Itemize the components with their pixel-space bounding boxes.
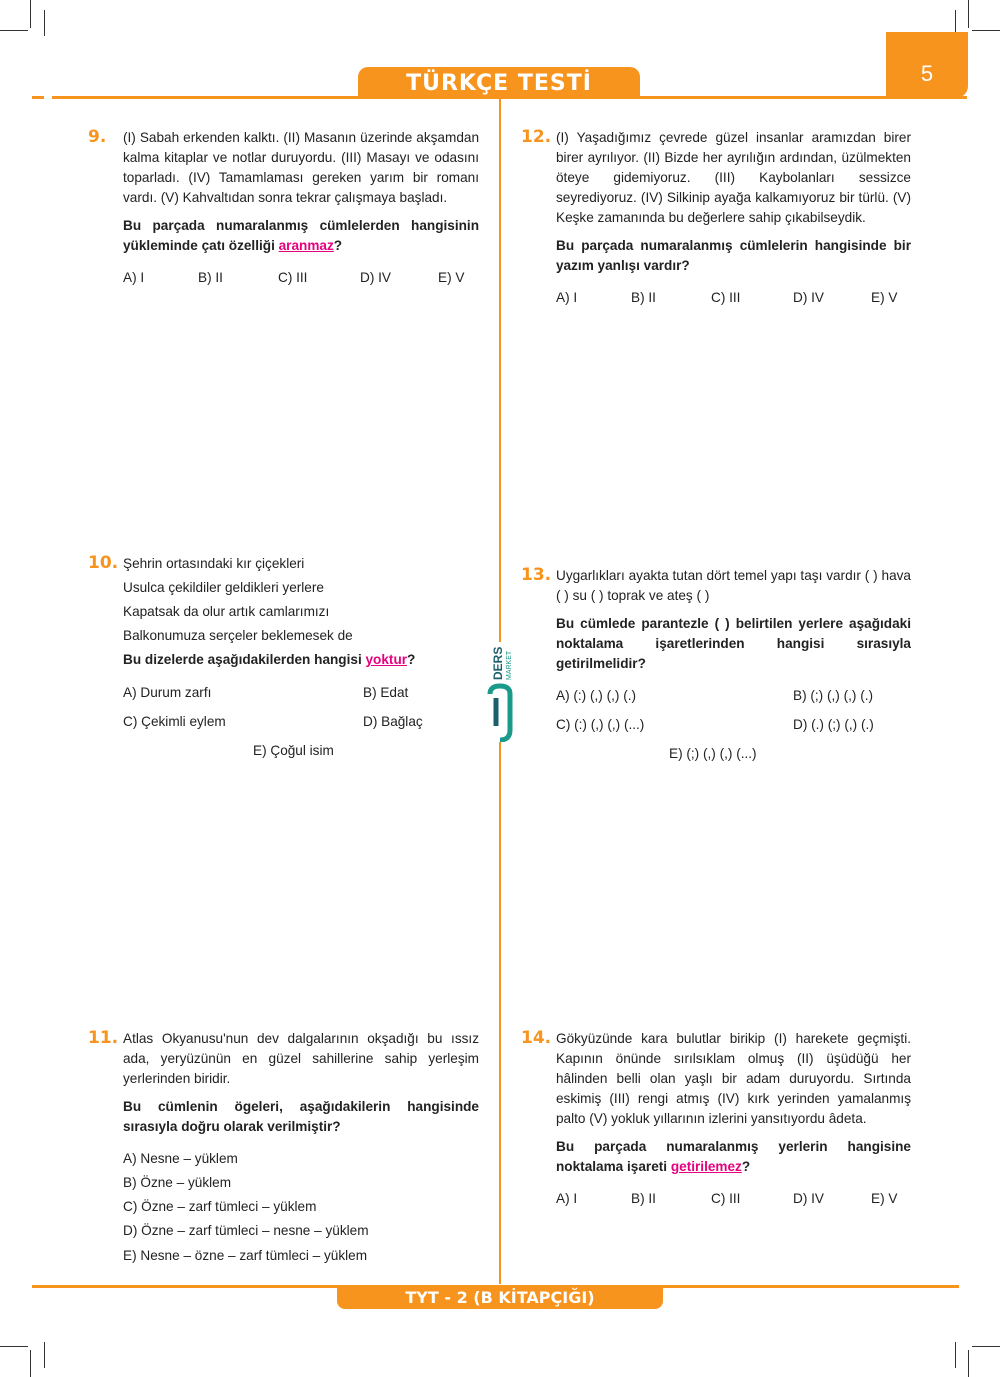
option-b[interactable]: B) II [631,290,656,305]
question-number: 12. [521,127,552,147]
question-14 [556,1029,911,1177]
answer-options [556,1191,916,1211]
question-stem: Bu cümlede parantezle ( ) belirtilen yerlere aşağıdaki noktalama işaretlerinden hangisi sırasıyla getirilmelidir? [556,616,911,671]
option-a[interactable]: A) I [123,270,145,285]
option-b[interactable]: B) II [631,1191,656,1206]
stem-end: ? [333,238,343,253]
option-c[interactable]: C) Çekimli eylem [123,714,226,729]
option-b[interactable]: B) II [198,270,223,285]
option-e[interactable]: E) V [438,270,465,285]
answer-options [556,290,916,310]
stem-end: ? [741,1159,751,1174]
answer-options [123,270,483,290]
poem-line: Kapatsak da olur artık camlarımızı [123,604,330,619]
answer-options [123,685,483,765]
svg-text:MARKET: MARKET [506,650,513,680]
answer-options [123,1151,483,1271]
crop-mark [955,1342,956,1368]
crop-mark [0,1346,28,1347]
option-c[interactable]: C) Özne – zarf tümleci – yüklem [123,1199,317,1214]
option-e[interactable]: E) Çoğul isim [253,743,334,758]
option-c[interactable]: C) III [711,290,741,305]
stem-text: Bu parçada numaralanmış cümlelerden hangisinin yükleminde çatı özelliği [123,218,479,253]
question-text: (I) Yaşadığımız çevrede güzel insanlar aramızdan birer birer ayrılıyor. (II) Bizde her ayrılığın ardından, üzülmekten öteye gidemiyoruz. (III) Kaybolanları sessizce seyrediyoruz. (IV) Silkinip ayağa kalkamıyoruz bir türlü. (V) Keşke zamanında bu değerlere sahip çıkabilseydik. [556,130,911,225]
stem-highlight: aranmaz [278,238,334,253]
option-a[interactable]: A) Nesne – yüklem [123,1151,238,1166]
crop-mark [968,0,969,28]
svg-text:DERS: DERS [491,646,505,680]
stem-highlight: yoktur [365,652,408,667]
booklet-label: TYT - 2 (B KİTAPÇIĞI) [337,1287,663,1309]
question-number: 11. [88,1028,119,1048]
crop-mark [972,30,1000,31]
question-13 [556,566,911,674]
question-10 [123,552,479,672]
question-text: Uygarlıkları ayakta tutan dört temel yapı taşı vardır ( ) hava ( ) su ( ) toprak ve ateş ( ) [556,568,911,603]
option-d[interactable]: D) Bağlaç [363,714,423,729]
option-c[interactable]: C) (:) (,) (,) (...) [556,717,645,732]
ders-market-logo [484,642,516,742]
option-d[interactable]: D) IV [360,270,391,285]
question-number: 9. [88,127,107,147]
question-stem: Bu parçada numaralanmış cümlelerin hangisinde bir yazım yanlışı vardır? [556,238,911,273]
poem-line: Şehrin ortasındaki kır çiçekleri [123,556,305,571]
poem-line: Balkonumuza serçeler beklemesek de [123,628,353,643]
option-a[interactable]: A) I [556,290,578,305]
option-a[interactable]: A) (:) (,) (,) (.) [556,688,637,703]
crop-mark [44,1342,45,1368]
crop-mark [30,1350,31,1377]
option-e[interactable]: E) (;) (,) (,) (...) [669,746,757,761]
question-text: Atlas Okyanusu'nun dev dalgalarının okşadığı bu ıssız ada, yeryüzünün en güzel sahillerine sahip yerleşim yerlerinden biridir. [123,1031,479,1086]
stem-text: Bu parçada numaralanmış yerlerin hangisine noktalama işareti [556,1139,911,1174]
question-12 [556,128,911,276]
stem-highlight: getirilemez [670,1159,742,1174]
answer-options [556,688,916,768]
option-a[interactable]: A) Durum zarfı [123,685,212,700]
page-number: 5 [886,32,968,98]
crop-mark [972,1346,1000,1347]
question-number: 10. [88,553,119,573]
stem-text: Bu dizelerde aşağıdakilerden hangisi [123,652,366,667]
option-b[interactable]: B) (;) (,) (,) (.) [793,688,874,703]
option-b[interactable]: B) Edat [363,685,409,700]
option-c[interactable]: C) III [278,270,308,285]
question-stem [556,1137,911,1177]
option-d[interactable]: D) IV [793,1191,824,1206]
stem-end: ? [407,652,416,667]
question-number: 13. [521,565,552,585]
option-e[interactable]: E) V [871,290,898,305]
question-stem [123,648,479,672]
option-d[interactable]: D) Özne – zarf tümleci – nesne – yüklem [123,1223,369,1238]
question-text: Gökyüzünde kara bulutlar birikip (I) harekete geçmişti. Kapının önünde sırılsıklam olmuş (II) üşüdüğü her hâlinden belli olan yaşlı bir adam duruyordu. Sırtında eskimiş (III) rengi atmış (IV) kırk yerinden yamalanmış palto (V) yokluk yıllarının izlerini yansıtıyordu âdeta. [556,1031,911,1126]
logo-icon [484,642,516,742]
poem-line: Usulca çekildiler geldikleri yerlere [123,580,324,595]
question-9 [123,128,479,256]
option-b[interactable]: B) Özne – yüklem [123,1175,232,1190]
crop-mark [30,0,31,28]
option-c[interactable]: C) III [711,1191,741,1206]
option-d[interactable]: D) (.) (;) (,) (.) [793,717,874,732]
question-stem [123,216,479,256]
question-stem: Bu cümlenin ögeleri, aşağıdakilerin hangisinde sırasıyla doğru olarak verilmiştir? [123,1099,479,1134]
option-e[interactable]: E) Nesne – özne – zarf tümleci – yüklem [123,1248,368,1263]
option-d[interactable]: D) IV [793,290,824,305]
crop-mark [0,30,28,31]
crop-mark [44,10,45,36]
option-a[interactable]: A) I [556,1191,578,1206]
question-text: (I) Sabah erkenden kalktı. (II) Masanın üzerinde akşamdan kalma kitaplar ve notlar duruyordu. (III) Masayı ve odasını toparladı. (IV) Tamamlaması gereken yarım bir romanı vardı. (V) Kahvaltıdan sonra tekrar çalışmaya başladı. [123,130,479,205]
question-11 [123,1029,479,1137]
header-rule-short [32,96,44,99]
crop-mark [968,1350,969,1377]
question-number: 14. [521,1028,552,1048]
page-title: TÜRKÇE TESTİ [358,67,640,99]
option-e[interactable]: E) V [871,1191,898,1206]
